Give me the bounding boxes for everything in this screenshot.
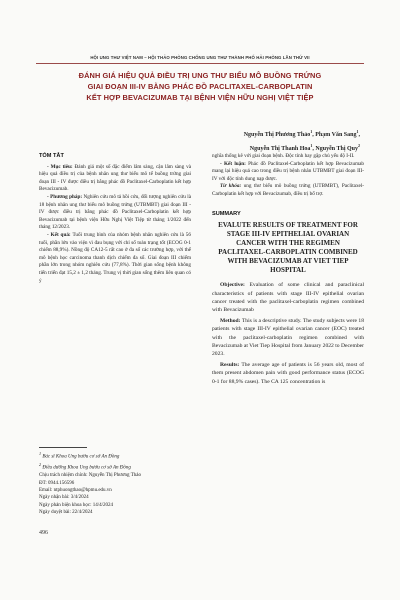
author-line-2: [160, 141, 360, 155]
title-line-3: KẾT HỢP BEVACIZUMAB TẠI BỆNH VIỆN HỮU NGHỊ VIỆT TIỆP: [86, 93, 314, 102]
abstract-objective: [39, 164, 191, 194]
title-line-2: GIAI ĐOẠN III-IV BẰNG PHÁC ĐỒ PACLITAXEL-CARBOPLATIN: [87, 82, 313, 91]
method-label-en: Method:: [220, 317, 241, 324]
affiliation-mark: 1: [356, 129, 359, 134]
result-text: Tuổi trung bình của nhóm bệnh nhân nghiên cứu là 56 tuổi, phần lớn vào viện vì đau bụng với chỉ số toàn trạng tốt (ECOG 0-1 chiếm 88,9%). Nồng độ CA12-5 rất cao ở đa số các trường hợp, với thể mô bệnh học carcinoma thanh dịch chiếm đa số. Giai đoạn III chiếm phần lớn trong nhóm nghiên cứu (77,8%). Thời gian sống bệnh không tiến triển đạt 15,2 ± 1,2 tháng. Trung vị thời gian sống thêm liên quan có ý: [39, 231, 191, 284]
footnote-rule: [39, 447, 87, 448]
header-rule: [36, 63, 364, 64]
title-line-1: ĐÁNH GIÁ HIỆU QUẢ ĐIỀU TRỊ UNG THƯ BIỂU MÔ BUỒNG TRỨNG: [78, 71, 322, 80]
date-received: Ngày nhận bài: 3/4/2024: [39, 495, 89, 501]
email: Email: ntphuongthao@hpmu.edu.vn: [39, 487, 112, 493]
date-reviewed: Ngày phản biện khoa học: 14/4/2024: [39, 502, 114, 508]
running-header: HỘI UNG THƯ VIỆT NAM – HỘI THẢO PHÒNG CHỐNG UNG THƯ THÀNH PHỐ HẢI PHÒNG LẦN THỨ VII: [90, 55, 310, 60]
author-separator: ,: [358, 132, 360, 138]
corresponding-author: Chịu trách nhiệm chính: Nguyễn Thị Phương Thảo: [39, 473, 141, 479]
results-label-en: Results:: [220, 361, 240, 368]
author-name: Nguyễn Thị Phương Thảo: [243, 132, 311, 138]
footnote-2: $^2$ Điều dưỡng Khoa Ung bướu cơ sở An Đồng: [39, 462, 131, 471]
footnote-mark: 1: [39, 451, 42, 456]
conclusion-text: Phác đồ Paclitaxel-Carboplatin kết hợp Bevacizumab mang lại hiệu quả cao trong điều trị bệnh nhân UTBMBT giai đoạn III-IV với độc tính dung nạp được.: [212, 160, 364, 182]
affiliation-mark: 1: [310, 129, 313, 134]
author-name: , Nguyễn Thị Quy: [312, 145, 358, 152]
footnotes: [39, 450, 191, 517]
abstract-result: [39, 232, 191, 285]
english-objective: Objective: Evaluation of some clinical and paraclinical characteristics of patients with stage III-IV epithelial ovarian cancer treated with the paclitaxel-carboplatin regimen combined with Bevacizumab: [212, 282, 364, 314]
english-method: Method: This is a descriptive study. The study subjects were 18 patients with stage III-IV epithelial ovarian cancer (EOC) treated with the paclitaxel-carboplatin regimen combined with Bevacizumab at Viet Tiep Hospital from January 2022 to December 2023.: [212, 317, 364, 358]
footnote-1: $^1$ Bác sĩ Khoa Ung bướu cơ sở An Đồng: [39, 451, 120, 460]
objective-label: - Mục tiêu:: [47, 163, 73, 170]
author-name: , Phạm Văn Sang: [312, 132, 357, 138]
summary-en-heading: SUMMARY: [212, 210, 241, 217]
author-list: [160, 127, 360, 154]
keywords-text: ung thư biểu mô buồng trứng (UTBMBT), Paclitaxel-Carboplatin kết hợp với Bevacizumab, điều trị bổ trợ.: [212, 183, 365, 197]
abstract-keywords: [212, 183, 364, 198]
summary-vi-heading: TÓM TẮT: [39, 153, 64, 159]
left-column: [39, 153, 191, 285]
result-label: - Kết quả:: [47, 231, 71, 238]
method-label: - Phương pháp:: [47, 193, 83, 200]
article-title: [40, 70, 360, 103]
abstract-method: [39, 194, 191, 232]
objective-text: Đánh giá một số đặc điểm lâm sàng, cận lâm sàng và hiệu quả điều trị của bệnh nhân ung thư biểu mô tế buồng trứng giai đoạn III - IV được điều trị bằng phác đồ Paclitaxel-Carboplatin kết hợp Bevacizumab.: [39, 163, 191, 193]
english-title: EVALUTE RESULTS OF TREATMENT FOR STAGE III-IV EPITHELIAL OVARIAN CANCER WITH THE REGIMEN PACLITAXEL-CARBOPLATIN COMBINED WITH BEVACIZUMAB AT VIET TIEP HOSPITAL: [218, 221, 358, 275]
footnote-mark: 2: [39, 462, 42, 468]
abstract-conclusion: [212, 161, 364, 184]
keywords-label: Từ khóa:: [220, 183, 242, 190]
affiliation-mark: 2: [358, 142, 360, 148]
date-accepted: Ngày duyệt bài: 22/4/2024: [39, 510, 93, 516]
phone: ĐT: 0944.156596: [39, 480, 75, 486]
english-results: Results: The average age of patients is 56 years old, most of them present abdomen pain with good performance status (ECOG 0-1 for 88,9% cases). The CA 125 concentration is: [212, 361, 364, 385]
author-line-1: [160, 127, 360, 141]
objective-label-en: Objective:: [220, 282, 245, 289]
affiliation-mark: 1: [310, 142, 313, 148]
conclusion-label: - Kết luận:: [220, 160, 246, 167]
page-number: 496: [39, 530, 48, 536]
right-column: [212, 153, 364, 388]
result-continuation: nghĩa thống kê với giai đoạn bệnh. Độc tính hay gặp chủ yếu độ I-II.: [212, 153, 355, 159]
method-text: Nghiên cứu mô tả hồi cứu, đối tượng nghiên cứu là 18 bệnh nhân ung thư biểu mô buồng trứng (UTBMBT) giai đoạn III - IV được điều trị bằng phác đồ Paclitaxel-Carboplatin kết hợp Bevacizumab tại bệnh viện Hữu Nghị Việt Tiệp từ tháng 1/2022 đến tháng 12/2023.: [39, 193, 191, 231]
author-name: Nguyễn Thị Thanh Hoa: [249, 145, 311, 152]
